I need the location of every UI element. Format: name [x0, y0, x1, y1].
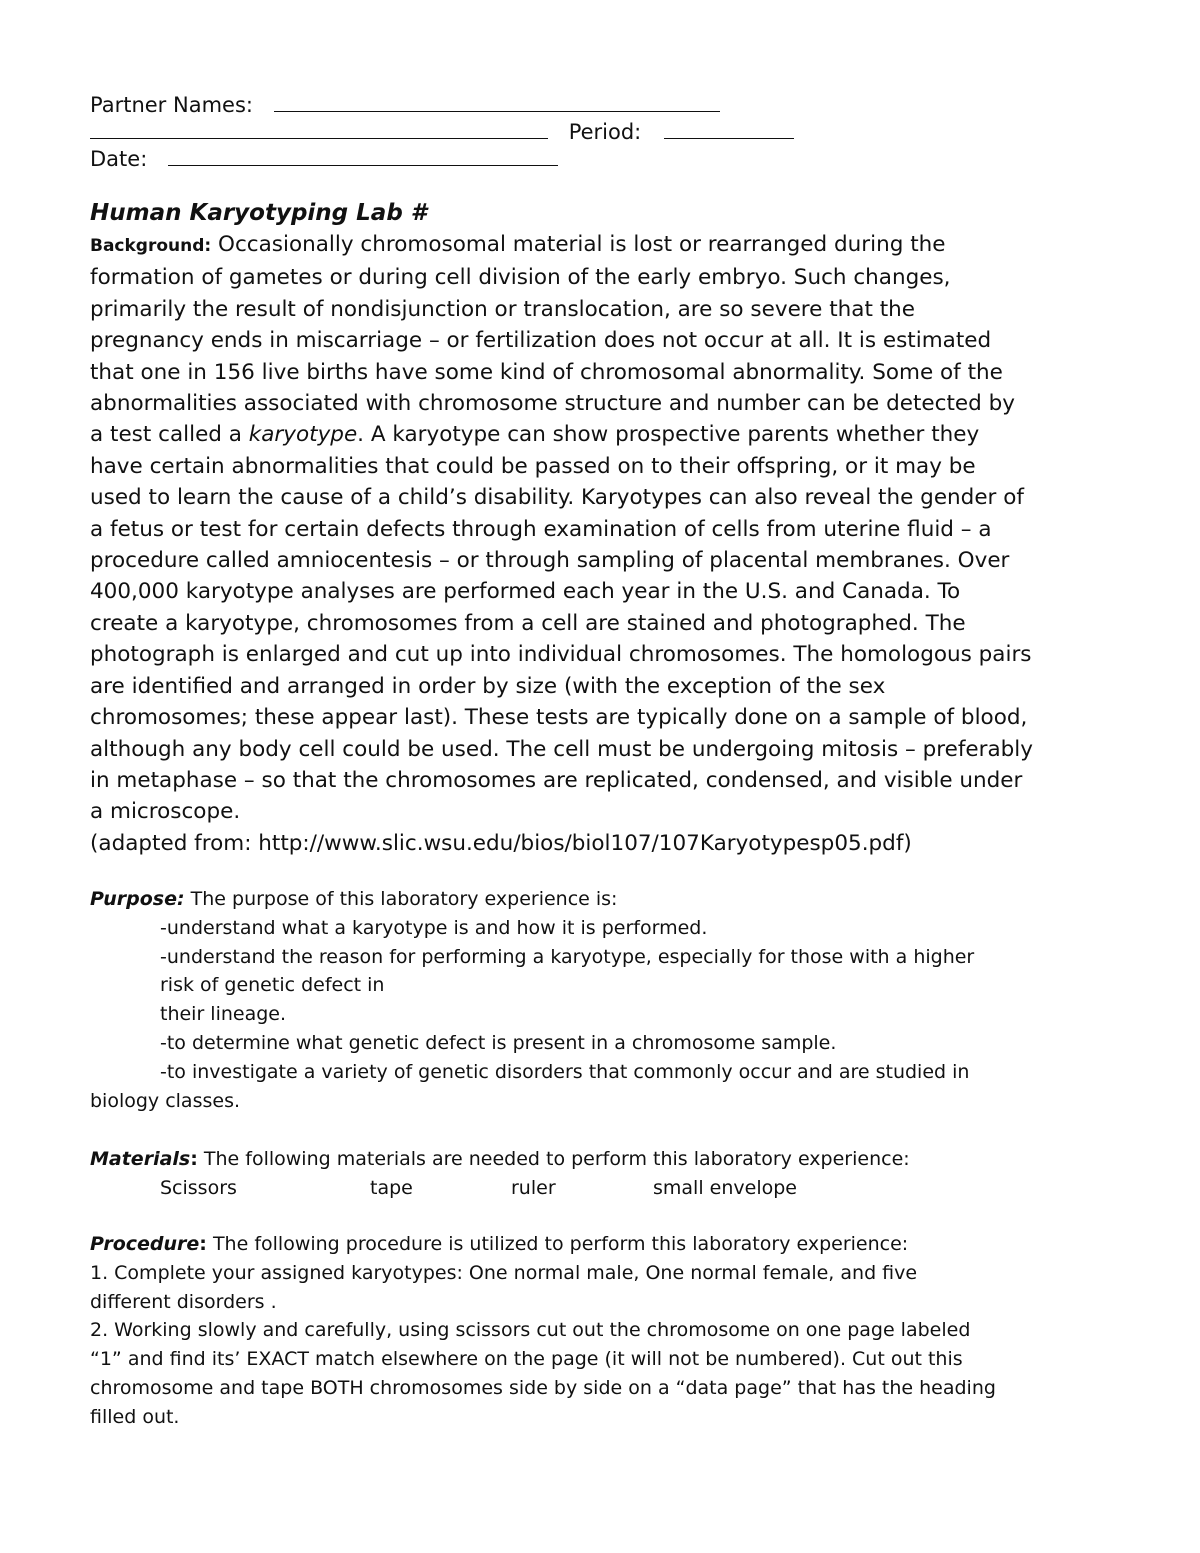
procedure-step-line: 1. Complete your assigned karyotypes: One normal male, One normal female, and five [90, 1261, 918, 1284]
background-line: primarily the result of nondisjunction or translocation, are so severe that the [90, 296, 916, 322]
procedure-step-line: filled out. [90, 1405, 180, 1428]
partner-names-blank-2[interactable] [90, 118, 548, 139]
date-row [90, 145, 558, 172]
background-line: a microscope. [90, 799, 241, 825]
background-line: used to learn the cause of a child’s disability. Karyotypes can also reveal the gender of [90, 485, 1024, 511]
materials-intro: The following materials are needed to perform this laboratory experience: [197, 1148, 910, 1170]
background-line: photograph is enlarged and cut up into individual chromosomes. The homologous pairs [90, 642, 1032, 668]
background-line: chromosomes; these appear last). These tests are typically done on a sample of blood, [90, 705, 1028, 731]
date-blank[interactable] [168, 145, 558, 166]
background-line: that one in 156 live births have some kind of chromosomal abnormality. Some of the [90, 359, 1003, 385]
materials-colon: : [190, 1148, 198, 1170]
background-text: . A karyotype can show prospective parents whether they [357, 422, 980, 448]
procedure-step-line: “1” and find its’ EXACT match elsewhere on the page (it will not be numbered). Cut out this [90, 1348, 963, 1371]
background-line [90, 229, 1130, 262]
material-item: tape [370, 1176, 413, 1199]
material-item: Scissors [160, 1176, 237, 1199]
materials-list [90, 1174, 1130, 1203]
purpose-item: -understand the reason for performing a karyotype, especially for those with a higher [160, 945, 975, 968]
purpose-item: risk of genetic defect in [160, 974, 385, 997]
purpose-item: -understand what a karyotype is and how it is performed. [160, 916, 708, 939]
period-row [90, 118, 794, 145]
procedure-label: Procedure [90, 1233, 200, 1255]
page-title: Human Karyotyping Lab # [90, 200, 427, 226]
procedure-intro-line [90, 1230, 1130, 1259]
background-line [90, 419, 1130, 450]
background-line: formation of gametes or during cell division of the early embryo. Such changes, [90, 265, 951, 291]
background-line: create a karyotype, chromosomes from a cell are stained and photographed. The [90, 610, 966, 636]
materials-intro-line [90, 1145, 1130, 1174]
background-line: although any body cell could be used. The cell must be undergoing mitosis – preferably [90, 736, 1033, 762]
purpose-item: -to investigate a variety of genetic disorders that commonly occur and are studied in [160, 1060, 970, 1083]
period-label: Period: [568, 120, 642, 144]
procedure-section [90, 1230, 1130, 1432]
procedure-step-line: 2. Working slowly and carefully, using scissors cut out the chromosome on one page labeled [90, 1319, 971, 1342]
purpose-item: their lineage. [160, 1003, 287, 1026]
background-line: are identified and arranged in order by size (with the exception of the sex [90, 673, 886, 699]
background-line: in metaphase – so that the chromosomes are replicated, condensed, and visible under [90, 767, 1023, 793]
background-line: 400,000 karyotype analyses are performed each year in the U.S. and Canada. To [90, 579, 961, 605]
procedure-step-line: chromosome and tape BOTH chromosomes side by side on a “data page” that has the heading [90, 1376, 996, 1399]
materials-section [90, 1145, 1130, 1203]
purpose-item-tail: biology classes. [90, 1089, 241, 1112]
purpose-label: Purpose: [90, 888, 185, 910]
procedure-intro: The following procedure is utilized to perform this laboratory experience: [206, 1233, 909, 1255]
procedure-step-line: different disorders . [90, 1290, 277, 1313]
background-line: procedure called amniocentesis – or through sampling of placental membranes. Over [90, 548, 1010, 574]
source-citation: (adapted from: http://www.slic.wsu.edu/bios/biol107/107Karyotypesp05.pdf) [90, 830, 912, 856]
materials-label: Materials [90, 1148, 191, 1170]
karyotype-term: karyotype [248, 422, 358, 448]
purpose-intro-line [90, 885, 1130, 914]
background-text: Occasionally chromosomal material is lost or rearranged during the [211, 232, 946, 257]
background-line: pregnancy ends in miscarriage – or fertilization does not occur at all. It is estimated [90, 328, 992, 354]
material-item: ruler [511, 1176, 556, 1199]
background-label: Background: [90, 236, 212, 256]
procedure-colon: : [199, 1233, 207, 1255]
purpose-section [90, 885, 1130, 1115]
background-line: a fetus or test for certain defects through examination of cells from uterine fluid – a [90, 516, 992, 542]
period-blank[interactable] [664, 118, 794, 139]
purpose-item: -to determine what genetic defect is present in a chromosome sample. [160, 1031, 837, 1054]
partner-names-row [90, 91, 720, 118]
purpose-intro: The purpose of this laboratory experience is: [184, 888, 618, 910]
date-label: Date: [90, 147, 148, 171]
background-line: have certain abnormalities that could be passed on to their offspring, or it may be [90, 453, 976, 479]
background-line: abnormalities associated with chromosome structure and number can be detected by [90, 391, 1015, 417]
background-text: a test called a [90, 422, 249, 448]
partner-names-blank[interactable] [274, 91, 720, 112]
background-paragraph [90, 229, 1130, 859]
material-item: small envelope [653, 1176, 797, 1199]
partner-names-label: Partner Names: [90, 93, 253, 117]
